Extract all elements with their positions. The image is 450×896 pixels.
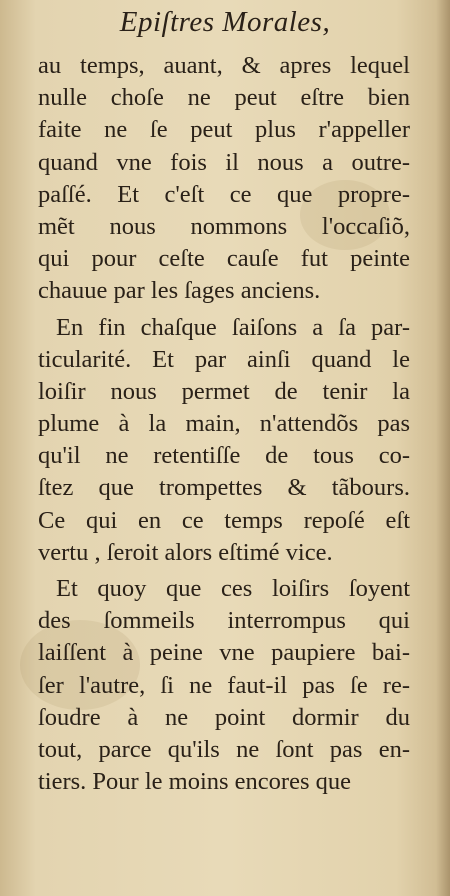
text-line: ſer l'autre, ſi ne faut-il pas ſe re- bbox=[38, 671, 410, 699]
text-line: ſtez que trompettes & tãbours. bbox=[38, 474, 410, 502]
running-head: Epiſtres Morales, bbox=[119, 6, 331, 38]
text-line: quand vne fois il nous a outre- bbox=[38, 148, 410, 176]
text-line: Et quoy que ces loiſirs ſoyent bbox=[56, 575, 410, 602]
text-line: tiers. Pour le moins encores que bbox=[38, 768, 351, 796]
text-line: vertu , ſeroit alors eſtimé vice. bbox=[38, 538, 333, 566]
text-line: laiſſent à peine vne paupiere bai- bbox=[38, 639, 410, 667]
paragraph-1 bbox=[38, 50, 410, 308]
text-line: mẽt nous nommons l'occaſiõ, bbox=[38, 212, 410, 240]
text-line: des ſommeils interrompus qui bbox=[38, 607, 410, 635]
text-line: ticularité. Et par ainſi quand le bbox=[38, 345, 410, 373]
body-text bbox=[38, 50, 410, 798]
paragraph-3 bbox=[38, 573, 410, 798]
text-line: nulle choſe ne peut eſtre bien bbox=[38, 84, 410, 112]
text-line: chauue par les ſages anciens. bbox=[38, 277, 321, 305]
text-line: paſſé. Et c'eſt ce que propre- bbox=[38, 180, 410, 208]
paragraph-2 bbox=[38, 312, 410, 570]
text-line: plume à la main, n'attendõs pas bbox=[38, 410, 410, 438]
text-line: qui pour ceſte cauſe fut peinte bbox=[38, 245, 410, 273]
text-line: En fin chaſque ſaiſons a ſa par- bbox=[56, 313, 410, 341]
text-line: qu'il ne retentiſſe de tous co- bbox=[38, 442, 410, 470]
page-gutter-shadow bbox=[436, 0, 450, 896]
text-line: tout, parce qu'ils ne ſont pas en- bbox=[38, 735, 410, 763]
text-line: au temps, auant, & apres lequel bbox=[38, 52, 410, 79]
text-line: loiſir nous permet de tenir la bbox=[38, 377, 410, 405]
text-line: ſoudre à ne point dormir du bbox=[38, 703, 410, 731]
text-line: faite ne ſe peut plus r'appeller bbox=[38, 116, 410, 144]
text-line: Ce qui en ce temps repoſé eſt bbox=[38, 506, 410, 534]
